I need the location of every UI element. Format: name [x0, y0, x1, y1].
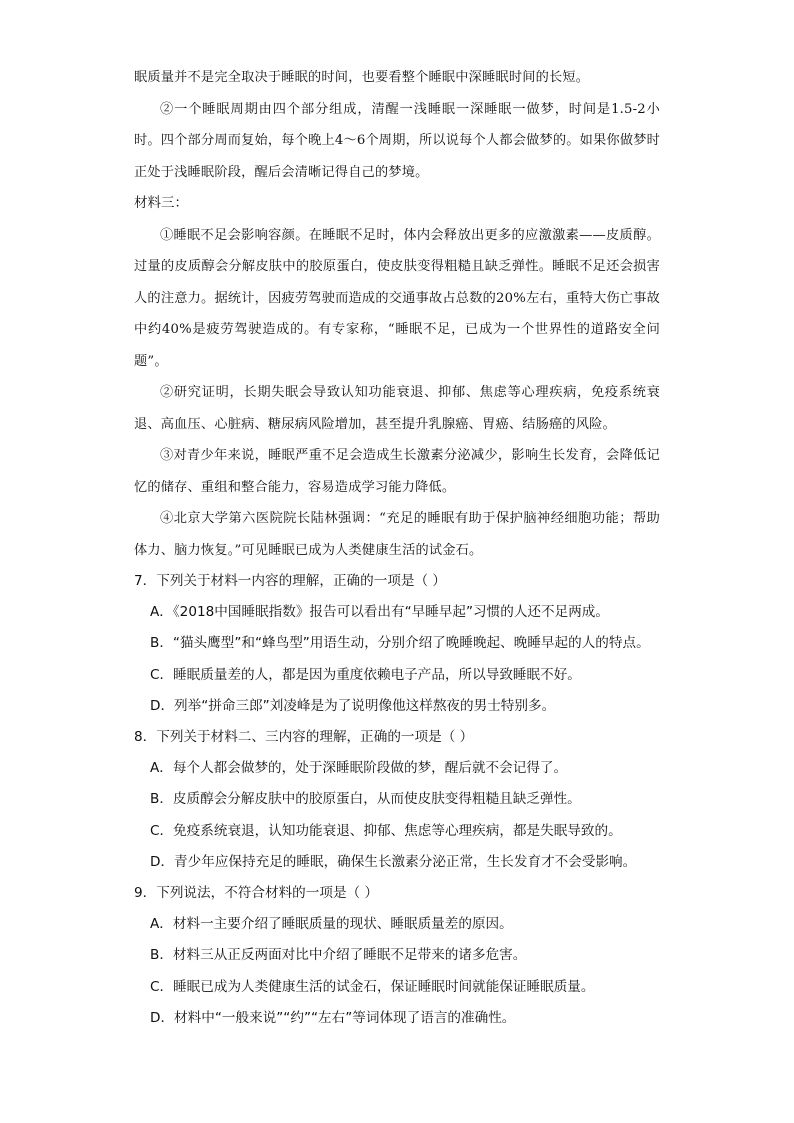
- option-b: B．材料三从正反两面对比中介绍了睡眠不足带来的诸多危害。: [150, 947, 527, 964]
- option-d: D．列举“拼命三郎”刘凌峰是为了说明像他这样熬夜的男士特别多。: [150, 697, 556, 714]
- paragraph-material-3-3: ③对青少年来说，睡眠严重不足会造成生长激素分泌减少，影响生长发育，会降低记忆的储存、重组和整合能力，容易造成学习能力降低。: [134, 448, 660, 495]
- paragraph-material-3-4: ④北京大学第六医院院长陆林强调：“充足的睡眠有助于保护脑神经细胞功能；帮助体力、脑力恢复。”可见睡眠已成为人类健康生活的试金石。: [134, 511, 660, 558]
- option-a: A．《2018中国睡眠指数》报告可以看出有“早睡早起”习惯的人还不足两成。: [150, 604, 609, 621]
- option-c: C．免疫系统衰退，认知功能衰退、抑郁、焦虑等心理疾病，都是失眠导致的。: [150, 822, 622, 839]
- question-stem: 8．下列关于材料二、三内容的理解，正确的一项是（ ）: [134, 729, 474, 746]
- section-heading-material-3: 材料三：: [134, 195, 188, 211]
- paragraph-sleep-cycle: ②一个睡眠周期由四个部分组成，清醒一浅睡眠一深睡眠一做梦，时间是1.5-2小时。四个部分周而复始，每个晚上4～6个周期，所以说每个人都会做梦的。如果你做梦时正处于浅睡眠阶段，醒后会清晰记得自己的梦境。: [134, 101, 660, 180]
- question-7: [134, 566, 660, 722]
- option-b: B．“猫头鹰型”和“蜂鸟型”用语生动，分别介绍了晚睡晚起、晚睡早起的人的特点。: [150, 635, 650, 652]
- option-c: C．睡眠质量差的人，都是因为重度依赖电子产品，所以导致睡眠不好。: [150, 666, 581, 683]
- option-a: A．每个人都会做梦的，处于深睡眠阶段做的梦，醒后就不会记得了。: [150, 760, 568, 777]
- question-stem: 7．下列关于材料一内容的理解，正确的一项是（ ）: [134, 573, 447, 589]
- option-d: D．材料中“一般来说”“约”“左右”等词体现了语言的准确性。: [150, 1009, 516, 1026]
- option-a: A．材料一主要介绍了睡眠质量的现状、睡眠质量差的原因。: [150, 916, 513, 933]
- question-9: [134, 878, 660, 1034]
- question-8: [134, 722, 660, 878]
- paragraph-sleep-quality: 眠质量并不是完全取决于睡眠的时间，也要看整个睡眠中深睡眠时间的长短。: [134, 70, 590, 85]
- question-stem: 9．下列说法，不符合材料的一项是（ ）: [134, 885, 379, 902]
- document-body: [134, 62, 660, 1034]
- option-c: C．睡眠已成为人类健康生活的试金石，保证睡眠时间就能保证睡眠质量。: [150, 978, 595, 995]
- option-d: D．青少年应保持充足的睡眠，确保生长激素分泌正常，生长发育才不会受影响。: [150, 853, 637, 870]
- paragraph-material-3-2: ②研究证明，长期失眠会导致认知功能衰退、抑郁、焦虑等心理疾病，免疫系统衰退、高血压、心脏病、糖尿病风险增加，甚至提升乳腺癌、胃癌、结肠癌的风险。: [134, 385, 660, 432]
- paragraph-material-3-1: ①睡眠不足会影响容颜。在睡眠不足时，体内会释放出更多的应激激素——皮质醇。过量的皮质醇会分解皮肤中的胶原蛋白，使皮肤变得粗糙且缺乏弹性。睡眠不足还会损害人的注意力。据统计，因疲劳驾驶而造成的交通事故占总数的20%左右，重特大伤亡事故中约40%是疲劳驾驶造成的。有专家称，“睡眠不足，已成为一个世界性的道路安全问题”。: [134, 227, 660, 369]
- option-b: B．皮质醇会分解皮肤中的胶原蛋白，从而使皮肤变得粗糙且缺乏弹性。: [150, 791, 581, 808]
